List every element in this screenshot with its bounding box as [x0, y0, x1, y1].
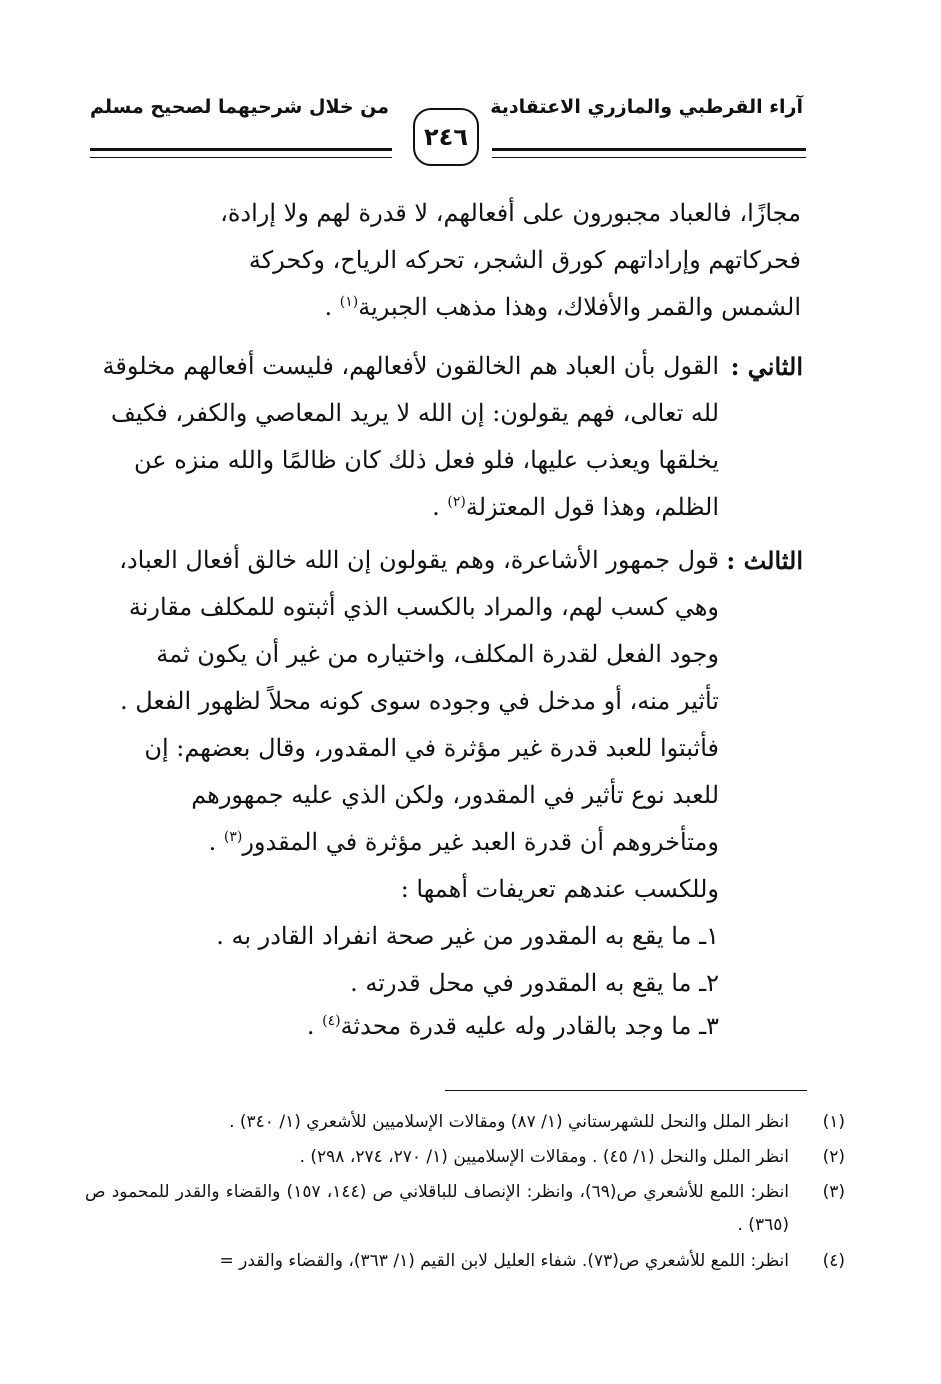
third-line-7: [159, 819, 719, 866]
footnote-1: [85, 1106, 845, 1139]
header-rule-right-top: [492, 148, 806, 151]
header-rule-left-bottom: [90, 157, 392, 158]
second-line-2: لله تعالى، فهم يقولون: إن الله لا يريد المعاصي والكفر، فكيف: [110, 399, 719, 427]
footnote-3: [85, 1176, 845, 1242]
definition-2: ٢ـ ما يقع به المقدور في محل قدرته .: [350, 969, 719, 997]
third-line-7-text: ومتأخروهم أن قدرة العبد غير مؤثرة في المقدور: [242, 828, 719, 856]
page-number: ٢٤٦: [413, 108, 479, 166]
footnote-ref-3: (٣): [223, 829, 243, 845]
running-title-left: من خلال شرحيهما لصحيح مسلم: [90, 96, 390, 118]
footnote-separator: [445, 1090, 807, 1091]
intro-line-1: مجازًا، فالعباد مجبورون على أفعالهم، لا قدرة لهم ولا إرادة،: [220, 199, 801, 227]
footnote-2-number: (٢): [822, 1147, 845, 1167]
footnote-2-text: انظر الملل والنحل (١/ ٤٥) . ومقالات الإسلاميين (١/ ٢٧٠، ٢٧٤، ٢٩٨) .: [299, 1147, 789, 1167]
footnote-1-text: انظر الملل والنحل للشهرستاني (١/ ٨٧) ومقالات الإسلاميين للأشعري (١/ ٣٤٠) .: [229, 1112, 789, 1132]
second-label: الثاني :: [730, 352, 803, 381]
header-rule-left-top: [90, 148, 392, 151]
third-line-6: للعبد نوع تأثير في المقدور، ولكن الذي عليه جمهورهم: [191, 781, 719, 809]
third-label: الثالث :: [726, 546, 803, 575]
footnote-4: [85, 1245, 845, 1278]
footnote-3-number: (٣): [822, 1182, 845, 1202]
footnote-ref-2: (٢): [447, 494, 466, 510]
footnote-3-text: انظر: اللمع للأشعري ص(٦٩)، وانظر: الإنصاف للباقلاني ص (١٤٤، ١٥٧) والقضاء والقدر للمحمود ص (٣٦٥) .: [85, 1182, 790, 1235]
third-line-4: تأثير منه، أو مدخل في وجوده سوى كونه محلاً لظهور الفعل .: [120, 687, 719, 715]
running-title-right: آراء القرطبي والمازري الاعتقادية: [490, 96, 803, 118]
footnote-1-number: (١): [822, 1112, 845, 1132]
intro-line-3: [161, 284, 801, 331]
second-line-4: [159, 484, 719, 531]
footnote-2: [85, 1141, 845, 1174]
intro-line-2: فحركاتهم وإراداتهم كورق الشجر، تحركه الرياح، وكحركة: [248, 246, 801, 274]
third-line-2: وهي كسب لهم، والمراد بالكسب الذي أثبتوه للمكلف مقارنة: [128, 593, 719, 621]
third-line-7-end: .: [208, 828, 224, 856]
definition-3: [159, 1003, 719, 1050]
intro-line-3-end: .: [324, 293, 340, 321]
footnote-ref-1: (١): [339, 294, 359, 310]
footnote-ref-4: (٤): [322, 1013, 341, 1029]
definition-3-end: .: [306, 1012, 323, 1040]
third-line-1: قول جمهور الأشاعرة، وهم يقولون إن الله خالق أفعال العباد،: [119, 546, 719, 574]
second-line-4-text: الظلم، وهذا قول المعتزلة: [465, 493, 719, 521]
third-line-3: وجود الفعل لقدرة المكلف، واختياره من غير أن يكون ثمة: [156, 640, 719, 668]
kasb-intro: وللكسب عندهم تعريفات أهمها :: [400, 875, 719, 903]
third-line-5: فأثبتوا للعبد قدرة غير مؤثرة في المقدور، وقال بعضهم: إن: [144, 734, 719, 762]
definition-3-text: ٣ـ ما وجد بالقادر وله عليه قدرة محدثة: [340, 1012, 719, 1040]
second-line-4-end: .: [432, 493, 448, 521]
definition-1: ١ـ ما يقع به المقدور من غير صحة انفراد القادر به .: [216, 922, 719, 950]
second-line-1: القول بأن العباد هم الخالقون لأفعالهم، فليست أفعالهم مخلوقة: [102, 352, 719, 380]
footnote-4-text: انظر: اللمع للأشعري ص(٧٣). شفاء العليل لابن القيم (١/ ٣٦٣)، والقضاء والقدر =: [219, 1251, 789, 1271]
footnote-4-number: (٤): [822, 1251, 845, 1271]
header-rule-right-bottom: [492, 157, 806, 158]
second-line-3: يخلقها ويعذب عليها، فلو فعل ذلك كان ظالمًا والله منزه عن: [133, 446, 719, 474]
intro-line-3-text: الشمس والقمر والأفلاك، وهذا مذهب الجبرية: [358, 293, 801, 321]
